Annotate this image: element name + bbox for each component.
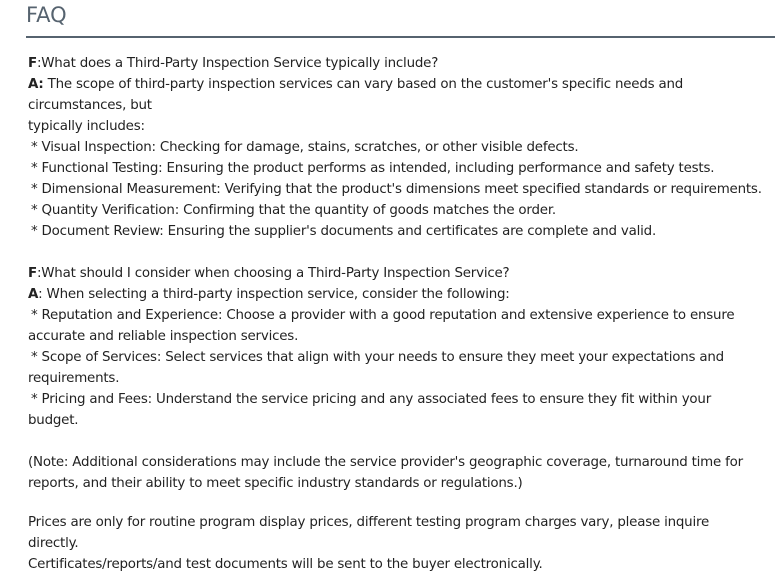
list-item: * Scope of Services: Select services that align with your needs to ensure they meet your expectations and [31, 350, 724, 365]
question-text: :What does a Third-Party Inspection Service typically include? [36, 56, 439, 71]
prices-note-line-1: Prices are only for routine program display prices, different testing program charges vary, please inquire [28, 515, 710, 530]
answer-label: A: [28, 77, 44, 92]
note-line-1: (Note: Additional considerations may include the service provider's geographic coverage, turnaround time for [28, 455, 743, 470]
faq-answer-2-line-1 [28, 284, 778, 305]
list-item-continuation: accurate and reliable inspection services. [28, 329, 299, 344]
faq-question-1 [28, 53, 778, 74]
answer-label: A [28, 287, 39, 302]
answer-text: The scope of third-party inspection services can vary based on the customer's specific needs and [43, 77, 684, 92]
answer-text: : When selecting a third-party inspection service, consider the following: [38, 287, 510, 302]
faq-content [28, 53, 778, 575]
question-label: F [28, 266, 37, 281]
note-line-2: reports, and their ability to meet specific industry standards or regulations.) [28, 476, 523, 491]
spacer [28, 494, 778, 512]
faq-answer-1-line-3: typically includes: [28, 119, 145, 134]
faq-answer-1-line-2: circumstances, but [28, 98, 152, 113]
list-item: * Document Review: Ensuring the supplier's documents and certificates are complete and valid. [31, 224, 656, 239]
list-item-continuation: budget. [28, 413, 79, 428]
list-item: * Reputation and Experience: Choose a provider with a good reputation and extensive experience to ensure [31, 308, 735, 323]
faq-question-2 [28, 263, 778, 284]
question-label: F [28, 56, 37, 71]
list-item: * Pricing and Fees: Understand the service pricing and any associated fees to ensure they fit within your [31, 392, 712, 407]
list-item: * Functional Testing: Ensuring the product performs as intended, including performance and safety tests. [31, 161, 715, 176]
spacer [28, 431, 778, 452]
certificates-note: Certificates/reports/and test documents will be sent to the buyer electronically. [28, 557, 543, 572]
prices-note-line-2: directly. [28, 536, 79, 551]
title-divider [26, 36, 775, 38]
list-item-continuation: requirements. [28, 371, 120, 386]
question-text: :What should I consider when choosing a Third-Party Inspection Service? [36, 266, 510, 281]
list-item: * Visual Inspection: Checking for damage, stains, scratches, or other visible defects. [31, 140, 579, 155]
list-item: * Dimensional Measurement: Verifying that the product's dimensions meet specified standards or requirements. [31, 182, 762, 197]
list-item: * Quantity Verification: Confirming that the quantity of goods matches the order. [31, 203, 556, 218]
spacer [28, 242, 778, 263]
page-title: FAQ [26, 3, 67, 27]
faq-answer-1-line-1 [28, 74, 778, 95]
